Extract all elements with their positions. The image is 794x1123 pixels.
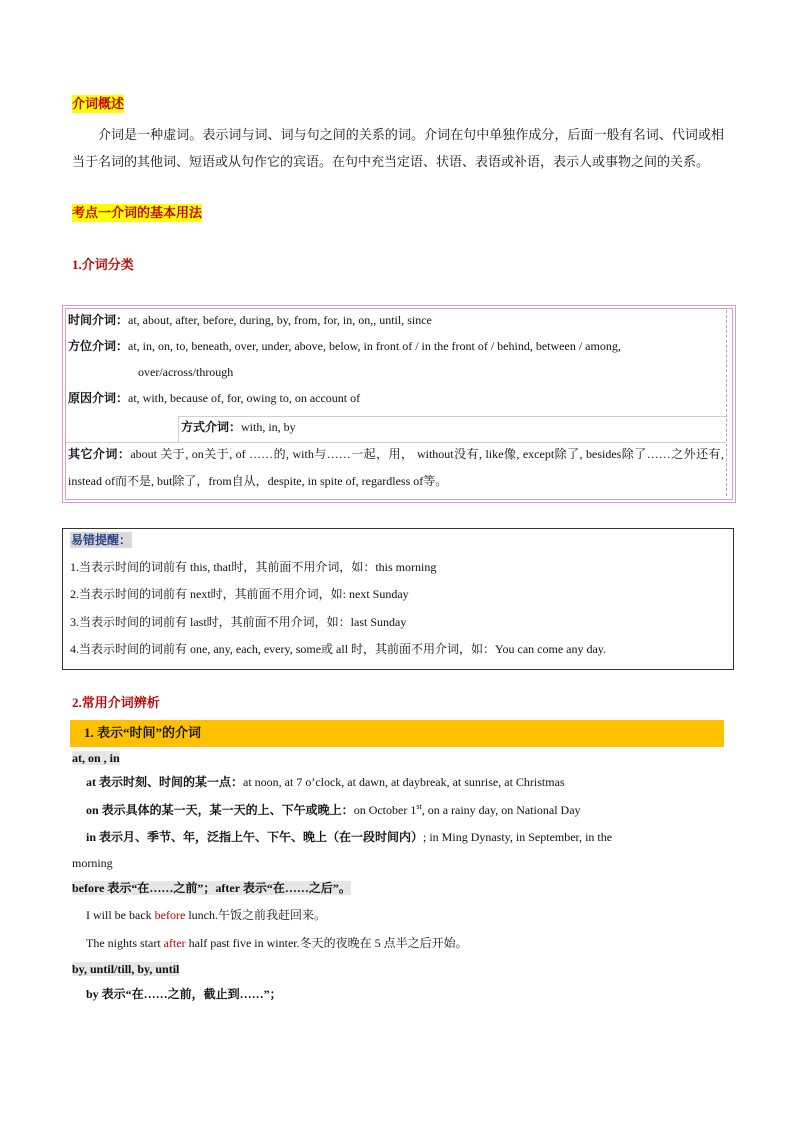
tip-item: 3.当表示时间的词前有 last时，其前面不用介词，如：last Sunday	[70, 615, 407, 629]
at-label: at 表示时刻、时间的某一点：	[86, 775, 243, 789]
place-label: 方位介词：	[68, 339, 129, 353]
subheading-at-on-in: at, on , in	[72, 751, 120, 765]
other-prepositions-row	[68, 441, 724, 495]
tip-item: 4.当表示时间的词前有 one, any, each, every, some或 all 时，其前面不用介词，如：You can come any day.	[70, 642, 607, 656]
on-label: on 表示具体的某一天，某一天的上、下午或晚上：	[86, 803, 354, 817]
table-dashed-divider	[726, 310, 727, 496]
place-prepositions-row-cont: over/across/through	[138, 365, 234, 379]
example-after: The nights start after half past five in winter.冬天的夜晚在 5 点半之后开始。	[86, 936, 468, 950]
time-prepositions-row	[68, 312, 432, 328]
subheading-by-until: by, until/till, by, until	[72, 962, 180, 976]
time-label: 时间介词：	[68, 313, 129, 327]
tip-item: 2.当表示时间的词前有 next时，其前面不用介词，如: next Sunday	[70, 587, 409, 601]
on-text: on October 1	[353, 803, 417, 817]
on-text-rest: , on a rainy day, on National Day	[421, 803, 581, 817]
intro-title: 介词概述	[72, 96, 125, 111]
manner-label: 方式介词：	[181, 420, 242, 434]
time-prepositions-bar-title: 1. 表示“时间”的介词	[84, 725, 202, 740]
kaodian-title: 考点一介词的基本用法	[72, 205, 203, 220]
example-before: I will be back before lunch.午饭之前我赶回来。	[86, 908, 326, 922]
place-prepositions-row	[68, 338, 621, 354]
other-text: about 关于, on关于, of ……的, with与……一起，用， without没有, like像, except除了, besides除了……之外还有, instead of而不是, but除了，from自从，despite, in spite of, regardless of等。	[68, 447, 724, 488]
example-after-highlight: after	[163, 936, 186, 950]
tip-item: 1.当表示时间的词前有 this, that时，其前面不用介词，如：this morning	[70, 560, 437, 574]
place-text: at, in, on, to, beneath, over, under, above, below, in front of / in the front of / behind, between / among,	[128, 339, 621, 353]
in-label: in 表示月、季节、年，泛指上午、下午、晚上（在一段时间内）	[86, 830, 424, 844]
intro-paragraph: 介词是一种虚词。表示词与词、词与句之间的关系的词。介词在句中单独作成分，后面一般有名词、代词或相当于名词的其他词、短语或从句作它的宾语。在句中充当定语、状语、表语或补语，表示人或事物之间的关系。	[72, 127, 724, 169]
in-text: ; in Ming Dynasty, in September, in the	[423, 830, 613, 844]
at-usage-line	[86, 774, 565, 790]
on-usage-line	[86, 802, 581, 818]
in-usage-line	[86, 829, 724, 845]
by-usage-line: by 表示“在……之前，截止到……”；	[86, 987, 282, 1001]
in-usage-line-cont: morning	[72, 856, 113, 870]
reason-text: at, with, because of, for, owing to, on account of	[128, 391, 361, 405]
before-after-heading: before 表示“在……之前”；after 表示“在……之后”。	[72, 881, 351, 895]
reason-label: 原因介词：	[68, 391, 129, 405]
manner-prepositions-row	[181, 419, 296, 435]
section2-title: 2.常用介词辨析	[72, 695, 160, 710]
time-text: at, about, after, before, during, by, from, for, in, on,, until, since	[128, 313, 432, 327]
other-label: 其它介词：	[68, 447, 131, 461]
example-before-highlight: before	[154, 908, 186, 922]
tips-header: 易错提醒：	[71, 533, 132, 547]
reason-prepositions-row	[68, 390, 360, 406]
table-rule	[178, 416, 726, 417]
at-text: at noon, at 7 o’clock, at dawn, at daybreak, at sunrise, at Christmas	[243, 775, 565, 789]
on-sup: st	[416, 802, 422, 811]
table-rule	[178, 416, 179, 442]
manner-text: with, in, by	[241, 420, 296, 434]
section1-title: 1.介词分类	[72, 257, 134, 272]
